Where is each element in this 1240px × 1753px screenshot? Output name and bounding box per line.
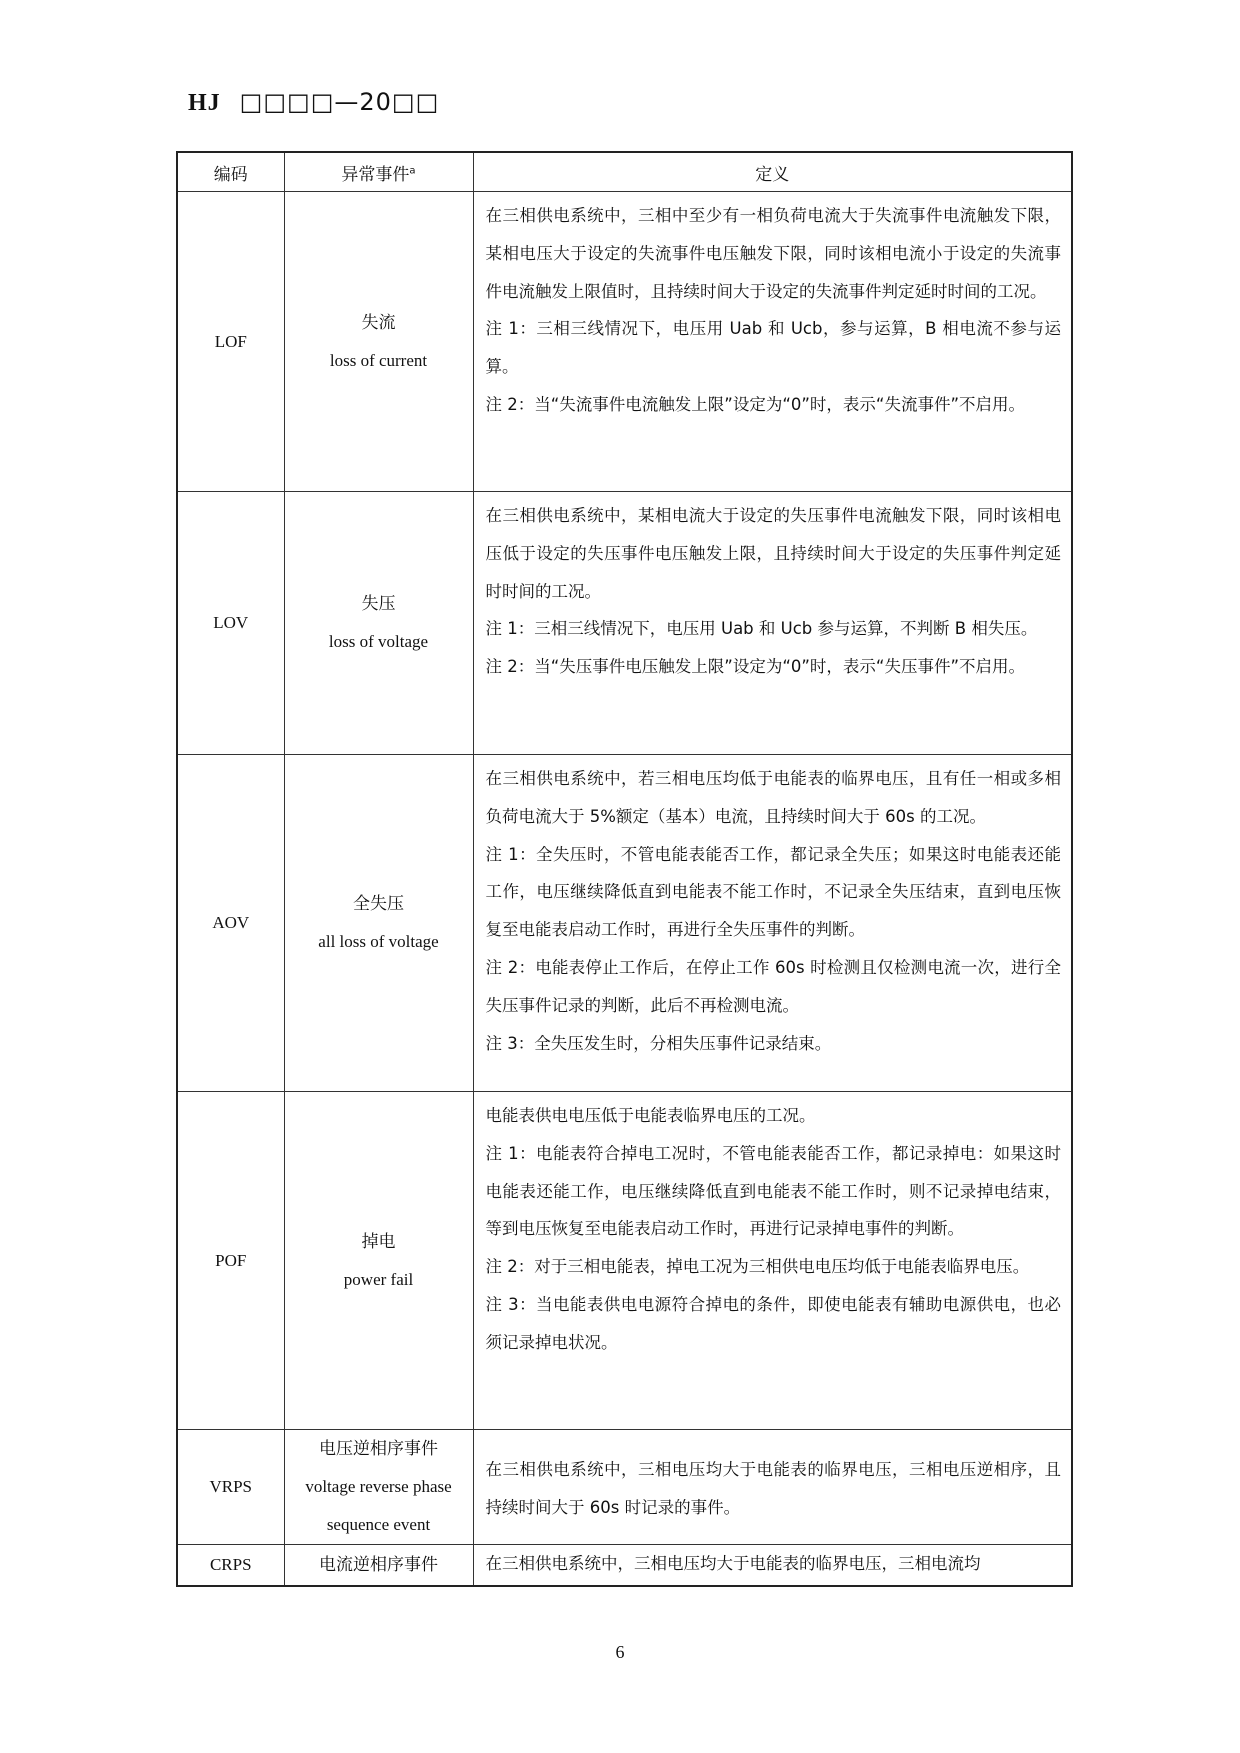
event-definition xyxy=(473,1092,1072,1430)
header-code: 编码 xyxy=(177,152,284,192)
header-event-label: 异常事件 xyxy=(341,164,410,185)
event-definition-table xyxy=(176,151,1073,1587)
event-code: AOV xyxy=(177,755,284,1092)
definition-note: 注 2：当“失流事件电流触发上限”设定为“0”时，表示“失流事件”不启用。 xyxy=(485,394,1026,414)
definition-text: 电能表供电电压低于电能表临界电压的工况。 xyxy=(485,1106,816,1125)
document-header xyxy=(188,88,439,117)
event-name xyxy=(284,755,473,1092)
table-row xyxy=(177,1430,1072,1545)
event-code: CRPS xyxy=(177,1545,284,1587)
definition-note: 注 1：全失压时，不管电能表能否工作，都记录全失压；如果这时电能表还能工作，电压继续降低直到电能表不能工作时，不记录全失压结束，直到电压恢复至电能表启动工作时，再进行全失压事件的判断。 xyxy=(485,844,1061,940)
definition-note: 注 1：电能表符合掉电工况时，不管电能表能否工作，都记录掉电：如果这时电能表还能工作，电压继续降低直到电能表不能工作时，则不记录掉电结束，等到电压恢复至电能表启动工作时，再进行记录掉电事件的判断。 xyxy=(485,1143,1061,1239)
event-name xyxy=(284,1092,473,1430)
standard-prefix: HJ xyxy=(188,90,221,116)
event-definition xyxy=(473,1545,1072,1587)
event-code: LOF xyxy=(177,192,284,492)
event-name-cn: 失压 xyxy=(361,594,396,614)
standard-code: □□□□—20□□ xyxy=(239,88,440,116)
event-name-cn: 掉电 xyxy=(361,1231,396,1252)
definition-note: 注 2：对于三相电能表，掉电工况为三相供电电压均低于电能表临界电压。 xyxy=(485,1257,1030,1277)
event-definition xyxy=(473,755,1072,1092)
event-name-cn: 全失压 xyxy=(353,894,404,914)
event-code: VRPS xyxy=(177,1430,284,1545)
header-event xyxy=(284,152,473,192)
definition-note: 注 3：全失压发生时，分相失压事件记录结束。 xyxy=(485,1033,832,1053)
header-definition: 定义 xyxy=(473,152,1072,192)
header-event-footnote-mark: a xyxy=(409,164,416,176)
event-code: POF xyxy=(177,1092,284,1430)
table-row xyxy=(177,1092,1072,1430)
definition-note: 注 2：电能表停止工作后，在停止工作 60s 时检测且仅检测电流一次，进行全失压事件记录的判断，此后不再检测电流。 xyxy=(485,957,1061,1015)
event-code: LOV xyxy=(177,492,284,755)
table-row xyxy=(177,755,1072,1092)
event-name-cn: 失流 xyxy=(361,312,396,333)
definition-text: 在三相供电系统中，三相电压均大于电能表的临界电压，三相电流均 xyxy=(485,1554,981,1573)
event-name-en: loss of current xyxy=(329,350,428,370)
definition-note: 注 1：三相三线情况下，电压用 Uab 和 Ucb，参与运算，B 相电流不参与运算。 xyxy=(485,319,1061,377)
event-definition xyxy=(473,1430,1072,1545)
table-header-row xyxy=(177,152,1072,192)
table-row xyxy=(177,192,1072,492)
event-definition xyxy=(473,492,1072,755)
event-name-en: all loss of voltage xyxy=(318,932,439,951)
page-number: 6 xyxy=(615,1642,625,1662)
event-name xyxy=(284,1430,473,1545)
event-name-en: loss of voltage xyxy=(328,632,429,651)
definition-text: 在三相供电系统中，若三相电压均低于电能表的临界电压，且有任一相或多相负荷电流大于 5%额定（基本）电流，且持续时间大于 60s 的工况。 xyxy=(485,769,1061,826)
definition-text: 在三相供电系统中，三相中至少有一相负荷电流大于失流事件电流触发下限，某相电压大于设定的失流事件电压触发下限，同时该相电流小于设定的失流事件电流触发上限值时，且持续时间大于设定的失流事件判定延时时间的工况。 xyxy=(485,206,1061,301)
event-name xyxy=(284,192,473,492)
definition-note: 注 1：三相三线情况下，电压用 Uab 和 Ucb 参与运算，不判断 B 相失压。 xyxy=(485,619,1038,639)
definition-note: 注 2：当“失压事件电压触发上限”设定为“0”时，表示“失压事件”不启用。 xyxy=(485,657,1026,677)
definition-text: 在三相供电系统中，三相电压均大于电能表的临界电压，三相电压逆相序，且持续时间大于 60s 时记录的事件。 xyxy=(485,1459,1061,1517)
table-row xyxy=(177,1545,1072,1587)
event-name-en: power fail xyxy=(343,1269,414,1289)
definition-note: 注 3：当电能表供电电源符合掉电的条件，即使电能表有辅助电源供电，也必须记录掉电状况。 xyxy=(485,1294,1061,1352)
event-name xyxy=(284,1545,473,1587)
event-name-cn: 电压逆相序事件 xyxy=(319,1439,438,1459)
event-name xyxy=(284,492,473,755)
event-name-cn: 电流逆相序事件 xyxy=(319,1555,438,1575)
event-name-en: voltage reverse phase sequence event xyxy=(305,1477,452,1534)
table-row xyxy=(177,492,1072,755)
event-definition xyxy=(473,192,1072,492)
definition-text: 在三相供电系统中，某相电流大于设定的失压事件电流触发下限，同时该相电压低于设定的失压事件电压触发上限，且持续时间大于设定的失压事件判定延时时间的工况。 xyxy=(485,506,1061,601)
